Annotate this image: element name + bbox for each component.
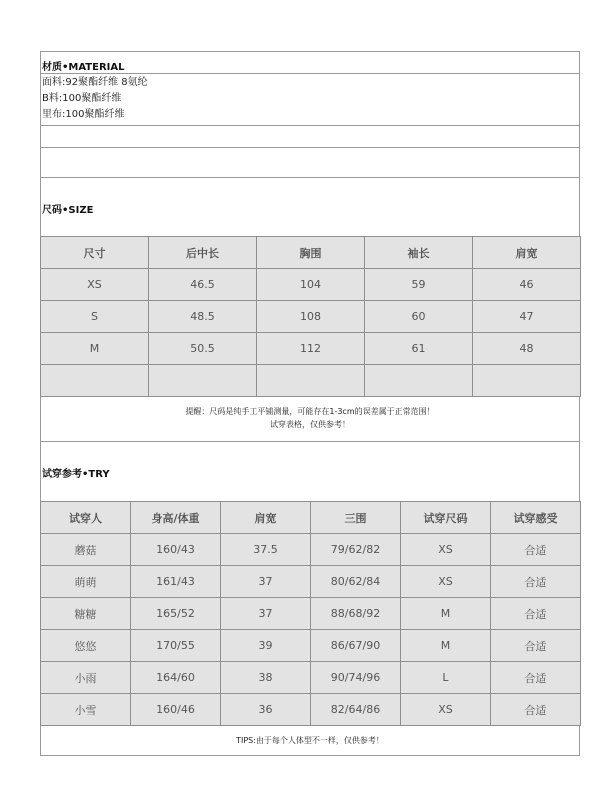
- table-cell: 小雪: [41, 694, 131, 726]
- table-cell: 37.5: [221, 534, 311, 566]
- table-cell: 合适: [491, 630, 581, 662]
- table-cell: 合适: [491, 534, 581, 566]
- table-row: [41, 301, 581, 333]
- try-table: [40, 501, 581, 726]
- table-cell: 88/68/92: [311, 598, 401, 630]
- try-header-cell: 肩宽: [221, 502, 311, 534]
- table-cell: S: [41, 301, 149, 333]
- table-cell: 160/43: [131, 534, 221, 566]
- size-note-line2: 试穿表格，仅供参考！: [270, 420, 350, 429]
- table-cell: 61: [365, 333, 473, 365]
- size-header-cell: 袖长: [365, 237, 473, 269]
- table-cell: 80/62/84: [311, 566, 401, 598]
- table-row: [41, 662, 581, 694]
- table-cell: 合适: [491, 566, 581, 598]
- table-row: [41, 534, 581, 566]
- divider: [41, 147, 579, 148]
- material-line-lining: 里布:100聚酯纤维: [42, 109, 125, 120]
- material-line-b: B料:100聚酯纤维: [42, 93, 122, 104]
- size-title: 尺码•SIZE: [42, 205, 94, 216]
- try-header-cell: 三围: [311, 502, 401, 534]
- table-row: [41, 630, 581, 662]
- table-cell: 50.5: [149, 333, 257, 365]
- table-cell: L: [401, 662, 491, 694]
- size-header-cell: 后中长: [149, 237, 257, 269]
- table-cell: [41, 365, 149, 397]
- table-cell: 37: [221, 598, 311, 630]
- try-header-cell: 身高/体重: [131, 502, 221, 534]
- table-cell: 48.5: [149, 301, 257, 333]
- table-cell: 104: [257, 269, 365, 301]
- material-line-fabric: 面料:92聚酯纤维 8氨纶: [42, 77, 148, 88]
- table-cell: [257, 365, 365, 397]
- tips-text: TIPS:由于每个人体型不一样，仅供参考！: [236, 736, 384, 745]
- table-cell: 60: [365, 301, 473, 333]
- table-cell: 82/64/86: [311, 694, 401, 726]
- table-cell: 170/55: [131, 630, 221, 662]
- table-cell: 46.5: [149, 269, 257, 301]
- divider: [41, 125, 579, 126]
- table-row: [41, 694, 581, 726]
- try-header-cell: 试穿感受: [491, 502, 581, 534]
- table-cell: XS: [41, 269, 149, 301]
- table-cell: [473, 365, 581, 397]
- table-cell: 90/74/96: [311, 662, 401, 694]
- try-header-cell: 试穿尺码: [401, 502, 491, 534]
- table-cell: M: [41, 333, 149, 365]
- table-row: [41, 269, 581, 301]
- table-cell: [365, 365, 473, 397]
- size-header-cell: 胸围: [257, 237, 365, 269]
- table-cell: 合适: [491, 662, 581, 694]
- size-note-line1: 提醒：尺码是纯手工平铺测量，可能存在1-3cm的误差属于正常范围！: [185, 407, 435, 416]
- table-cell: 112: [257, 333, 365, 365]
- try-header-cell: 试穿人: [41, 502, 131, 534]
- table-cell: 悠悠: [41, 630, 131, 662]
- divider: [41, 441, 579, 442]
- table-cell: 46: [473, 269, 581, 301]
- table-cell: 161/43: [131, 566, 221, 598]
- table-cell: 合适: [491, 598, 581, 630]
- table-cell: [149, 365, 257, 397]
- size-header-cell: 肩宽: [473, 237, 581, 269]
- table-cell: 萌萌: [41, 566, 131, 598]
- table-cell: 165/52: [131, 598, 221, 630]
- table-cell: 39: [221, 630, 311, 662]
- table-cell: XS: [401, 694, 491, 726]
- table-cell: 47: [473, 301, 581, 333]
- table-cell: 86/67/90: [311, 630, 401, 662]
- table-cell: 108: [257, 301, 365, 333]
- table-row: [41, 566, 581, 598]
- size-chart-frame: [40, 51, 580, 756]
- size-table: [40, 236, 581, 397]
- table-row: [41, 365, 581, 397]
- table-cell: M: [401, 598, 491, 630]
- table-cell: 糖糖: [41, 598, 131, 630]
- table-cell: 蘑菇: [41, 534, 131, 566]
- try-header-row: [41, 502, 581, 534]
- table-cell: 59: [365, 269, 473, 301]
- table-cell: 79/62/82: [311, 534, 401, 566]
- table-row: [41, 333, 581, 365]
- table-cell: 小雨: [41, 662, 131, 694]
- table-cell: 48: [473, 333, 581, 365]
- size-header-cell: 尺寸: [41, 237, 149, 269]
- table-cell: 合适: [491, 694, 581, 726]
- table-cell: M: [401, 630, 491, 662]
- size-header-row: [41, 237, 581, 269]
- divider: [41, 73, 579, 74]
- material-title: 材质•MATERIAL: [42, 62, 125, 73]
- divider: [41, 177, 579, 178]
- table-row: [41, 598, 581, 630]
- table-cell: 160/46: [131, 694, 221, 726]
- try-title: 试穿参考•TRY: [42, 469, 110, 480]
- table-cell: 37: [221, 566, 311, 598]
- table-cell: 164/60: [131, 662, 221, 694]
- table-cell: XS: [401, 566, 491, 598]
- table-cell: 36: [221, 694, 311, 726]
- table-cell: 38: [221, 662, 311, 694]
- table-cell: XS: [401, 534, 491, 566]
